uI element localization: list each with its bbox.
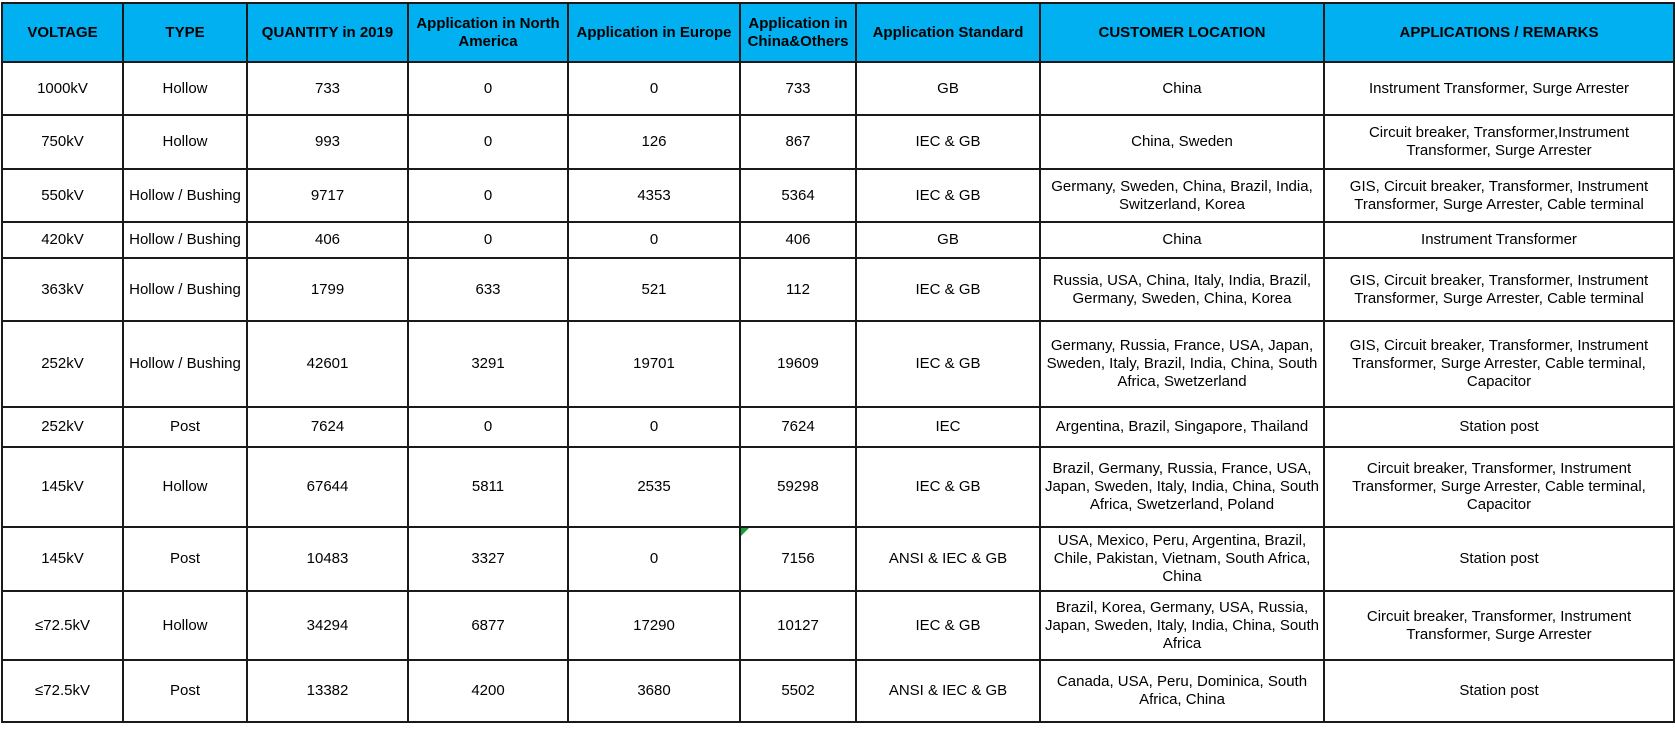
header-europe: Application in Europe bbox=[568, 3, 740, 62]
header-north-america: Application in North America bbox=[408, 3, 568, 62]
cell-standard[interactable]: IEC & GB bbox=[856, 258, 1040, 321]
cell-voltage[interactable]: 363kV bbox=[2, 258, 123, 321]
cell-customer-location[interactable]: USA, Mexico, Peru, Argentina, Brazil, Chile, Pakistan, Vietnam, South Africa, China bbox=[1040, 527, 1324, 591]
header-row bbox=[2, 3, 1674, 62]
cell-north-america[interactable]: 3327 bbox=[408, 527, 568, 591]
cell-china-others[interactable]: 867 bbox=[740, 115, 856, 169]
cell-europe[interactable]: 0 bbox=[568, 62, 740, 115]
cell-remarks[interactable]: GIS, Circuit breaker, Transformer, Instrument Transformer, Surge Arrester, Cable terminal, Capacitor bbox=[1324, 321, 1674, 407]
cell-remarks[interactable]: Circuit breaker, Transformer, Instrument Transformer, Surge Arrester, Cable terminal, Capacitor bbox=[1324, 447, 1674, 527]
cell-china-others[interactable]: 59298 bbox=[740, 447, 856, 527]
cell-north-america[interactable]: 3291 bbox=[408, 321, 568, 407]
cell-voltage[interactable]: ≤72.5kV bbox=[2, 591, 123, 660]
cell-type[interactable]: Hollow bbox=[123, 115, 247, 169]
cell-voltage[interactable]: 550kV bbox=[2, 169, 123, 222]
cell-quantity[interactable]: 67644 bbox=[247, 447, 408, 527]
table-row bbox=[2, 222, 1674, 258]
table-row bbox=[2, 447, 1674, 527]
cell-customer-location[interactable]: Canada, USA, Peru, Dominica, South Africa, China bbox=[1040, 660, 1324, 722]
cell-type[interactable]: Hollow / Bushing bbox=[123, 169, 247, 222]
cell-voltage[interactable]: 252kV bbox=[2, 321, 123, 407]
cell-china-others[interactable] bbox=[740, 527, 856, 591]
cell-type[interactable]: Hollow bbox=[123, 591, 247, 660]
cell-voltage[interactable]: 252kV bbox=[2, 407, 123, 447]
cell-standard[interactable]: IEC & GB bbox=[856, 321, 1040, 407]
cell-remarks[interactable]: Instrument Transformer bbox=[1324, 222, 1674, 258]
cell-china-others[interactable]: 5364 bbox=[740, 169, 856, 222]
cell-standard[interactable]: ANSI & IEC & GB bbox=[856, 660, 1040, 722]
cell-north-america[interactable]: 6877 bbox=[408, 591, 568, 660]
cell-customer-location[interactable]: China bbox=[1040, 62, 1324, 115]
cell-type[interactable]: Hollow / Bushing bbox=[123, 258, 247, 321]
cell-type[interactable]: Hollow bbox=[123, 447, 247, 527]
cell-north-america[interactable]: 0 bbox=[408, 407, 568, 447]
cell-standard[interactable]: IEC & GB bbox=[856, 447, 1040, 527]
cell-remarks[interactable]: Station post bbox=[1324, 660, 1674, 722]
cell-china-others[interactable]: 7624 bbox=[740, 407, 856, 447]
cell-europe[interactable]: 0 bbox=[568, 407, 740, 447]
cell-type[interactable]: Hollow / Bushing bbox=[123, 321, 247, 407]
table-row bbox=[2, 115, 1674, 169]
cell-customer-location[interactable]: Germany, Russia, France, USA, Japan, Sweden, Italy, Brazil, India, China, South Africa, Swetzerland bbox=[1040, 321, 1324, 407]
cell-remarks[interactable]: GIS, Circuit breaker, Transformer, Instrument Transformer, Surge Arrester, Cable terminal bbox=[1324, 169, 1674, 222]
cell-voltage[interactable]: 145kV bbox=[2, 447, 123, 527]
cell-europe[interactable]: 0 bbox=[568, 527, 740, 591]
cell-china-others[interactable]: 406 bbox=[740, 222, 856, 258]
cell-voltage[interactable]: 1000kV bbox=[2, 62, 123, 115]
header-remarks: APPLICATIONS / REMARKS bbox=[1324, 3, 1674, 62]
cell-customer-location[interactable]: Argentina, Brazil, Singapore, Thailand bbox=[1040, 407, 1324, 447]
cell-standard[interactable]: GB bbox=[856, 62, 1040, 115]
cell-type[interactable]: Post bbox=[123, 527, 247, 591]
cell-standard[interactable]: ANSI & IEC & GB bbox=[856, 527, 1040, 591]
table-row bbox=[2, 527, 1674, 591]
cell-voltage[interactable]: ≤72.5kV bbox=[2, 660, 123, 722]
cell-europe[interactable]: 0 bbox=[568, 222, 740, 258]
cell-remarks[interactable]: Instrument Transformer, Surge Arrester bbox=[1324, 62, 1674, 115]
table-row bbox=[2, 407, 1674, 447]
cell-china-others-value: 7156 bbox=[781, 550, 815, 567]
cell-china-others[interactable]: 733 bbox=[740, 62, 856, 115]
cell-quantity[interactable]: 1799 bbox=[247, 258, 408, 321]
cell-type[interactable]: Post bbox=[123, 407, 247, 447]
cell-north-america[interactable]: 0 bbox=[408, 115, 568, 169]
cell-type[interactable]: Hollow / Bushing bbox=[123, 222, 247, 258]
cell-china-others[interactable]: 19609 bbox=[740, 321, 856, 407]
comment-indicator bbox=[741, 528, 749, 536]
cell-standard[interactable]: IEC & GB bbox=[856, 169, 1040, 222]
table-row bbox=[2, 258, 1674, 321]
cell-quantity[interactable]: 9717 bbox=[247, 169, 408, 222]
cell-europe[interactable]: 4353 bbox=[568, 169, 740, 222]
cell-north-america[interactable]: 0 bbox=[408, 169, 568, 222]
cell-voltage[interactable]: 420kV bbox=[2, 222, 123, 258]
header-customer-location: CUSTOMER LOCATION bbox=[1040, 3, 1324, 62]
cell-standard[interactable]: IEC & GB bbox=[856, 115, 1040, 169]
cell-remarks[interactable]: Station post bbox=[1324, 407, 1674, 447]
insulator-application-table bbox=[1, 2, 1675, 723]
header-china-others: Application in China&Others bbox=[740, 3, 856, 62]
cell-europe[interactable]: 19701 bbox=[568, 321, 740, 407]
cell-customer-location[interactable]: Brazil, Germany, Russia, France, USA, Japan, Sweden, Italy, India, China, South Africa, Swetzerland, Poland bbox=[1040, 447, 1324, 527]
cell-customer-location[interactable]: Germany, Sweden, China, Brazil, India, Switzerland, Korea bbox=[1040, 169, 1324, 222]
cell-type[interactable]: Hollow bbox=[123, 62, 247, 115]
cell-europe[interactable]: 521 bbox=[568, 258, 740, 321]
cell-customer-location[interactable]: China, Sweden bbox=[1040, 115, 1324, 169]
header-standard: Application Standard bbox=[856, 3, 1040, 62]
cell-north-america[interactable]: 633 bbox=[408, 258, 568, 321]
header-voltage: VOLTAGE bbox=[2, 3, 123, 62]
cell-remarks[interactable]: GIS, Circuit breaker, Transformer, Instrument Transformer, Surge Arrester, Cable terminal bbox=[1324, 258, 1674, 321]
cell-quantity[interactable]: 733 bbox=[247, 62, 408, 115]
cell-customer-location[interactable]: Russia, USA, China, Italy, India, Brazil, Germany, Sweden, China, Korea bbox=[1040, 258, 1324, 321]
cell-standard[interactable]: IEC & GB bbox=[856, 591, 1040, 660]
header-quantity: QUANTITY in 2019 bbox=[247, 3, 408, 62]
cell-remarks[interactable]: Circuit breaker, Transformer, Instrument Transformer, Surge Arrester bbox=[1324, 591, 1674, 660]
cell-north-america[interactable]: 5811 bbox=[408, 447, 568, 527]
cell-china-others[interactable]: 5502 bbox=[740, 660, 856, 722]
cell-quantity[interactable]: 13382 bbox=[247, 660, 408, 722]
cell-china-others[interactable]: 112 bbox=[740, 258, 856, 321]
cell-north-america[interactable]: 4200 bbox=[408, 660, 568, 722]
table-row bbox=[2, 169, 1674, 222]
cell-remarks[interactable]: Circuit breaker, Transformer,Instrument Transformer, Surge Arrester bbox=[1324, 115, 1674, 169]
cell-type[interactable]: Post bbox=[123, 660, 247, 722]
cell-europe[interactable]: 126 bbox=[568, 115, 740, 169]
cell-quantity[interactable]: 42601 bbox=[247, 321, 408, 407]
cell-europe[interactable]: 17290 bbox=[568, 591, 740, 660]
header-type: TYPE bbox=[123, 3, 247, 62]
cell-customer-location[interactable]: Brazil, Korea, Germany, USA, Russia, Japan, Sweden, Italy, India, China, South Africa bbox=[1040, 591, 1324, 660]
cell-china-others[interactable]: 10127 bbox=[740, 591, 856, 660]
cell-quantity[interactable]: 34294 bbox=[247, 591, 408, 660]
table-row bbox=[2, 660, 1674, 722]
table-row bbox=[2, 62, 1674, 115]
cell-customer-location[interactable]: China bbox=[1040, 222, 1324, 258]
cell-europe[interactable]: 2535 bbox=[568, 447, 740, 527]
table-row bbox=[2, 321, 1674, 407]
cell-voltage[interactable]: 145kV bbox=[2, 527, 123, 591]
table-row bbox=[2, 591, 1674, 660]
cell-standard[interactable]: GB bbox=[856, 222, 1040, 258]
cell-voltage[interactable]: 750kV bbox=[2, 115, 123, 169]
cell-quantity[interactable]: 7624 bbox=[247, 407, 408, 447]
cell-remarks[interactable]: Station post bbox=[1324, 527, 1674, 591]
cell-quantity[interactable]: 993 bbox=[247, 115, 408, 169]
cell-standard[interactable]: IEC bbox=[856, 407, 1040, 447]
cell-quantity[interactable]: 10483 bbox=[247, 527, 408, 591]
cell-north-america[interactable]: 0 bbox=[408, 222, 568, 258]
cell-north-america[interactable]: 0 bbox=[408, 62, 568, 115]
cell-quantity[interactable]: 406 bbox=[247, 222, 408, 258]
cell-europe[interactable]: 3680 bbox=[568, 660, 740, 722]
